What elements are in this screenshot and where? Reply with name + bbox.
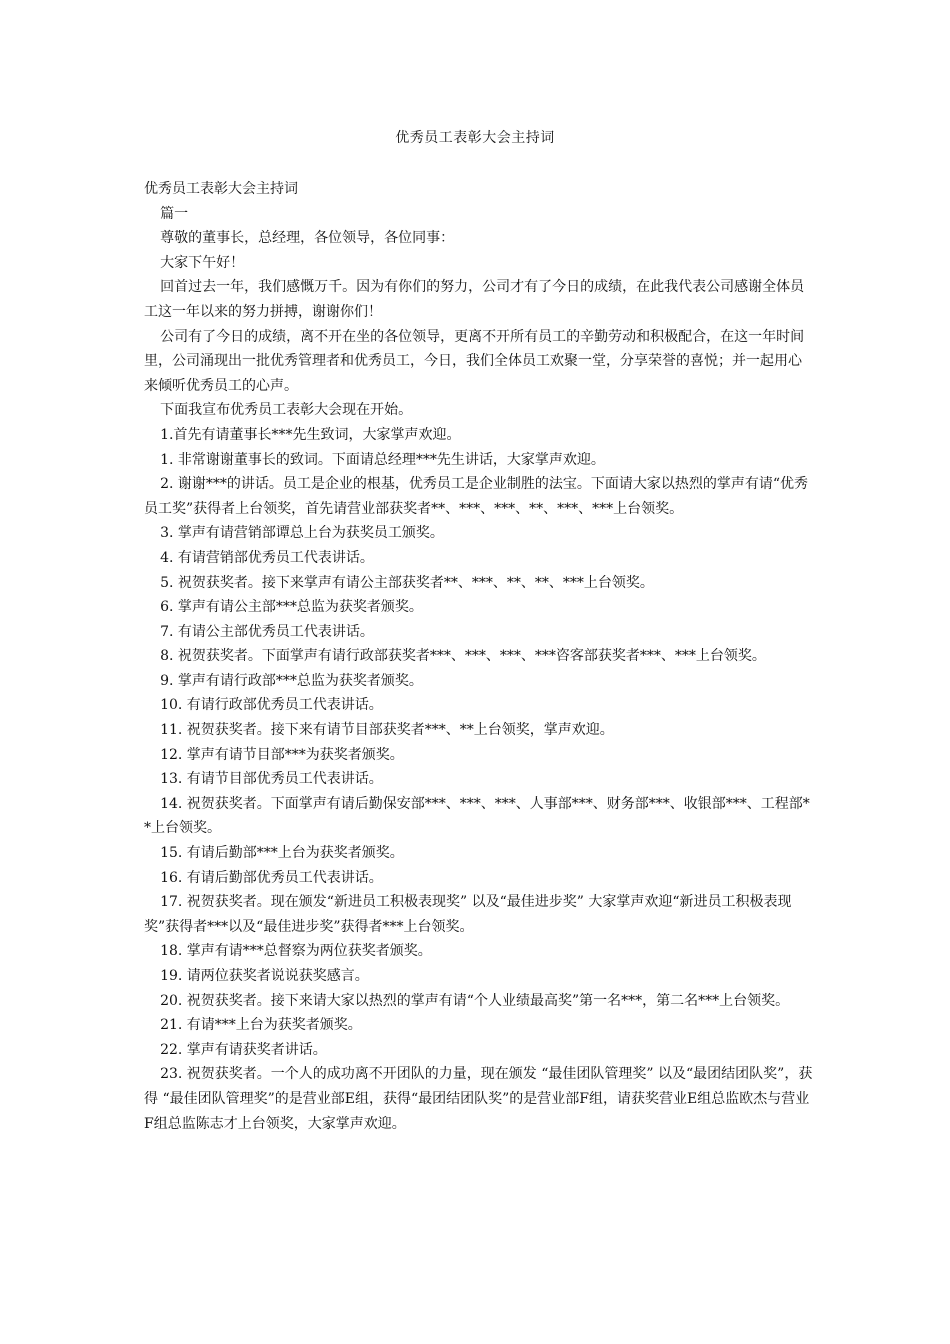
list-item: 20. 祝贺获奖者。接下来请大家以热烈的掌声有请“个人业绩最高奖”第一名***，第二名***上台领奖。	[160, 992, 790, 1009]
list-item: 9. 掌声有请行政部***总监为获奖者颁奖。	[160, 672, 423, 689]
list-item: 21. 有请***上台为获奖者颁奖。	[160, 1017, 362, 1034]
list-item: 4. 有请营销部优秀员工代表讲话。	[160, 549, 374, 566]
list-item: 22. 掌声有请获奖者讲话。	[160, 1041, 327, 1058]
paragraph: 篇一	[160, 205, 189, 222]
list-item: 19. 请两位获奖者说说获奖感言。	[160, 968, 369, 984]
list-item: 17. 祝贺获奖者。现在颁发“新进员工积极表现奖” 以及“最佳进步奖” 大家掌声欢迎“新进员工积极表现奖”获得者***以及“最佳进步奖”获得者***上台领奖。	[144, 894, 792, 935]
document-heading: 优秀员工表彰大会主持词	[144, 181, 298, 197]
paragraph: 回首过去一年，我们感慨万千。因为有你们的努力，公司才有了今日的成绩，在此我代表公司感谢全体员工这一年以来的努力拼搏，谢谢你们！	[144, 279, 805, 320]
paragraph: 尊敬的董事长，总经理，各位领导，各位同事：	[160, 230, 455, 247]
list-item: 2. 谢谢***的讲话。员工是企业的根基，优秀员工是企业制胜的法宝。下面请大家以热烈的掌声有请“优秀员工奖”获得者上台领奖，首先请营业部获奖者**、***、***、**、***、***上台领奖。	[144, 476, 809, 517]
list-item: 10. 有请行政部优秀员工代表讲话。	[160, 697, 383, 714]
list-item: 16. 有请后勤部优秀员工代表讲话。	[160, 869, 383, 886]
list-item: 8. 祝贺获奖者。下面掌声有请行政部获奖者***、***、***、***咨客部获奖者***、***上台领奖。	[160, 648, 766, 665]
list-item: 15. 有请后勤部***上台为获奖者颁奖。	[160, 845, 404, 862]
list-item: 6. 掌声有请公主部***总监为获奖者颁奖。	[160, 599, 423, 616]
document-body	[144, 177, 814, 1136]
list-item: 23. 祝贺获奖者。一个人的成功离不开团队的力量，现在颁发 “最佳团队管理奖” 以及“最团结团队奖”，获得 “最佳团队管理奖”的是营业部E组，获得“最团结团队奖”的是营业部F组，请获奖营业E组总监欧杰与营业F组总监陈志才上台领奖，大家掌声欢迎。	[144, 1066, 813, 1132]
list-item: 7. 有请公主部优秀员工代表讲话。	[160, 623, 374, 640]
paragraph: 下面我宣布优秀员工表彰大会现在开始。	[160, 402, 413, 419]
list-item: 14. 祝贺获奖者。下面掌声有请后勤保安部***、***、***、人事部***、财务部***、收银部***、工程部**上台领奖。	[144, 795, 810, 837]
list-item: 18. 掌声有请***总督察为两位获奖者颁奖。	[160, 943, 432, 960]
list-item: 1.首先有请董事长***先生致词，大家掌声欢迎。	[160, 426, 461, 443]
list-item: 1. 非常谢谢董事长的致词。下面请总经理***先生讲话，大家掌声欢迎。	[160, 451, 605, 468]
list-item: 13. 有请节目部优秀员工代表讲话。	[160, 771, 383, 788]
list-item: 3. 掌声有请营销部谭总上台为获奖员工颁奖。	[160, 525, 444, 542]
list-item: 12. 掌声有请节目部***为获奖者颁奖。	[160, 746, 404, 763]
list-item: 5. 祝贺获奖者。接下来掌声有请公主部获奖者**、***、**、**、***上台领奖。	[160, 574, 654, 591]
list-item: 11. 祝贺获奖者。接下来有请节目部获奖者***、**上台领奖，掌声欢迎。	[160, 722, 614, 739]
document-title: 优秀员工表彰大会主持词	[395, 130, 555, 146]
paragraph: 公司有了今日的成绩，离不开在坐的各位领导，更离不开所有员工的辛勤劳动和积极配合，在这一年时间里，公司涌现出一批优秀管理者和优秀员工，今日，我们全体员工欢聚一堂，分享荣誉的喜悦；并一起用心来倾听优秀员工的心声。	[144, 328, 805, 394]
paragraph: 大家下午好！	[160, 254, 245, 271]
